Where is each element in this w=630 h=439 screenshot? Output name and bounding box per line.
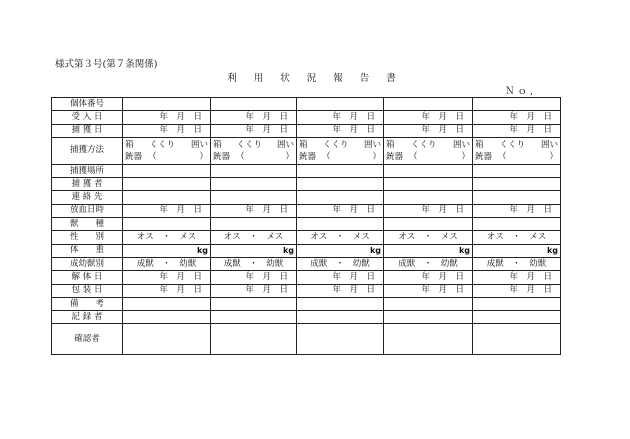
cell-capturer-3[interactable]	[297, 178, 384, 191]
cell-capture-date-2[interactable]: 年 月 日	[211, 124, 297, 137]
capture-method-options	[475, 139, 558, 151]
cell-remarks-4[interactable]	[384, 297, 473, 310]
cell-contact-1[interactable]	[123, 191, 211, 204]
cell-confirmer-3[interactable]	[297, 324, 384, 355]
cell-sex-4[interactable]: オス ・ メス	[384, 231, 473, 244]
cell-packaging-date-4[interactable]: 年 月 日	[384, 284, 473, 297]
cell-capturer-1[interactable]	[123, 178, 211, 191]
method-option-firearm: 銃器	[125, 151, 143, 162]
cell-sex-1[interactable]: オス ・ メス	[123, 231, 211, 244]
cell-received-date-2[interactable]: 年 月 日	[211, 111, 297, 124]
method-option-snare: くくり	[236, 139, 262, 150]
row-label-recorder: 記 録 者	[52, 311, 123, 324]
cell-capture-date-1[interactable]: 年 月 日	[123, 124, 211, 137]
cell-confirmer-5[interactable]	[473, 324, 561, 355]
method-option-enclosure: 囲い	[276, 139, 294, 150]
cell-dissection-date-5[interactable]: 年 月 日	[473, 271, 561, 284]
cell-capture-location-5[interactable]	[473, 164, 561, 177]
row-species	[52, 218, 561, 231]
capture-method-firearm	[299, 151, 381, 163]
row-label-contact: 連 絡 先	[52, 191, 123, 204]
cell-capture-location-1[interactable]	[123, 164, 211, 177]
cell-confirmer-4[interactable]	[384, 324, 473, 355]
cell-species-2[interactable]	[211, 218, 297, 231]
row-label-sex: 性 別	[52, 231, 123, 244]
cell-received-date-4[interactable]: 年 月 日	[384, 111, 473, 124]
row-individual-id	[52, 98, 561, 111]
cell-capture-method-2[interactable]	[211, 137, 297, 164]
cell-bleeding-time-1[interactable]: 年 月 日	[123, 204, 211, 217]
cell-individual-id-4[interactable]	[384, 98, 473, 111]
cell-species-3[interactable]	[297, 218, 384, 231]
cell-contact-3[interactable]	[297, 191, 384, 204]
firearm-paren-open: （	[148, 151, 157, 162]
row-bleeding-time	[52, 204, 561, 217]
capture-method-firearm	[213, 151, 294, 163]
method-option-box: 箱	[386, 139, 395, 150]
row-label-remarks: 備 考	[52, 297, 123, 310]
cell-species-4[interactable]	[384, 218, 473, 231]
cell-packaging-date-1[interactable]: 年 月 日	[123, 284, 211, 297]
method-option-enclosure: 囲い	[540, 139, 558, 150]
method-option-snare: くくり	[410, 139, 437, 150]
method-option-snare: くくり	[322, 139, 349, 150]
cell-age-class-2[interactable]: 成獣 ・ 幼獣	[211, 257, 297, 270]
capture-method-options	[386, 139, 470, 151]
cell-packaging-date-5[interactable]: 年 月 日	[473, 284, 561, 297]
cell-sex-3[interactable]: オス ・ メス	[297, 231, 384, 244]
firearm-paren-close: ）	[461, 151, 470, 162]
capture-method-options	[213, 139, 294, 151]
row-sex	[52, 231, 561, 244]
cell-recorder-4[interactable]	[384, 311, 473, 324]
cell-individual-id-1[interactable]	[123, 98, 211, 111]
cell-capture-method-4[interactable]	[384, 137, 473, 164]
method-option-box: 箱	[299, 139, 308, 150]
cell-recorder-2[interactable]	[211, 311, 297, 324]
cell-capture-date-5[interactable]: 年 月 日	[473, 124, 561, 137]
cell-contact-4[interactable]	[384, 191, 473, 204]
row-label-age-class: 成幼獣別	[52, 257, 123, 270]
method-option-snare: くくり	[499, 139, 525, 150]
method-option-enclosure: 囲い	[190, 139, 208, 150]
firearm-group	[386, 151, 418, 163]
firearm-paren-close: ）	[372, 151, 381, 162]
cell-capture-date-4[interactable]: 年 月 日	[384, 124, 473, 137]
firearm-paren-open: （	[409, 151, 418, 162]
cell-packaging-date-2[interactable]: 年 月 日	[211, 284, 297, 297]
cell-bleeding-time-4[interactable]: 年 月 日	[384, 204, 473, 217]
cell-recorder-1[interactable]	[123, 311, 211, 324]
cell-capture-location-4[interactable]	[384, 164, 473, 177]
row-received-date	[52, 111, 561, 124]
cell-capture-location-2[interactable]	[211, 164, 297, 177]
row-weight	[52, 244, 561, 257]
cell-weight-5[interactable]: kg	[473, 244, 561, 257]
cell-age-class-4[interactable]: 成獣 ・ 幼獣	[384, 257, 473, 270]
firearm-paren-close: ）	[199, 151, 208, 162]
cell-age-class-1[interactable]: 成獣 ・ 幼獣	[123, 257, 211, 270]
capture-method-firearm	[386, 151, 470, 163]
cell-sex-2[interactable]: オス ・ メス	[211, 231, 297, 244]
cell-bleeding-time-3[interactable]: 年 月 日	[297, 204, 384, 217]
cell-capture-location-3[interactable]	[297, 164, 384, 177]
cell-contact-5[interactable]	[473, 191, 561, 204]
method-option-snare: くくり	[149, 139, 175, 150]
row-label-capturer: 捕 獲 者	[52, 178, 123, 191]
firearm-paren-close: ）	[285, 151, 294, 162]
method-option-firearm: 銃器	[386, 151, 404, 162]
cell-weight-3[interactable]: kg	[297, 244, 384, 257]
cell-individual-id-5[interactable]	[473, 98, 561, 111]
cell-recorder-3[interactable]	[297, 311, 384, 324]
firearm-paren-open: （	[236, 151, 245, 162]
cell-individual-id-2[interactable]	[211, 98, 297, 111]
method-option-box: 箱	[213, 139, 222, 150]
form-number-label: 様式第３号(第７条関係)	[55, 59, 158, 70]
row-label-dissection-date: 解 体 日	[52, 271, 123, 284]
document-number-label: Ｎｏ,	[505, 86, 537, 97]
firearm-paren-open: （	[498, 151, 507, 162]
cell-species-5[interactable]	[473, 218, 561, 231]
capture-method-options	[299, 139, 381, 151]
cell-individual-id-3[interactable]	[297, 98, 384, 111]
row-label-capture-method: 捕獲方法	[52, 137, 123, 164]
cell-remarks-1[interactable]	[123, 297, 211, 310]
cell-received-date-1[interactable]: 年 月 日	[123, 111, 211, 124]
capture-method-firearm	[125, 151, 208, 163]
method-option-box: 箱	[475, 139, 484, 150]
firearm-group	[213, 151, 245, 163]
row-label-individual-id: 個体番号	[52, 98, 123, 111]
row-label-confirmer: 確認者	[52, 324, 123, 355]
cell-confirmer-1[interactable]	[123, 324, 211, 355]
row-capture-method	[52, 137, 561, 164]
method-option-enclosure: 囲い	[452, 139, 470, 150]
row-capturer	[52, 178, 561, 191]
firearm-group	[475, 151, 507, 163]
row-age-class	[52, 257, 561, 270]
cell-age-class-5[interactable]: 成獣 ・ 幼獣	[473, 257, 561, 270]
cell-confirmer-2[interactable]	[211, 324, 297, 355]
cell-received-date-5[interactable]: 年 月 日	[473, 111, 561, 124]
row-remarks	[52, 297, 561, 310]
firearm-paren-close: ）	[549, 151, 558, 162]
method-option-enclosure: 囲い	[363, 139, 381, 150]
row-label-species: 獣 種	[52, 218, 123, 231]
capture-method-firearm	[475, 151, 558, 163]
cell-weight-2[interactable]: kg	[211, 244, 297, 257]
firearm-group	[299, 151, 331, 163]
cell-capture-date-3[interactable]: 年 月 日	[297, 124, 384, 137]
cell-contact-2[interactable]	[211, 191, 297, 204]
cell-capturer-5[interactable]	[473, 178, 561, 191]
cell-remarks-5[interactable]	[473, 297, 561, 310]
document-title: 利 用 状 況 報 告 書	[227, 73, 403, 84]
cell-remarks-2[interactable]	[211, 297, 297, 310]
cell-weight-4[interactable]: kg	[384, 244, 473, 257]
method-option-firearm: 銃器	[213, 151, 231, 162]
usage-report-table	[51, 97, 561, 355]
firearm-paren-open: （	[322, 151, 331, 162]
cell-remarks-3[interactable]	[297, 297, 384, 310]
cell-capturer-2[interactable]	[211, 178, 297, 191]
method-option-firearm: 銃器	[299, 151, 317, 162]
row-label-capture-date: 捕 獲 日	[52, 124, 123, 137]
cell-bleeding-time-5[interactable]: 年 月 日	[473, 204, 561, 217]
row-confirmer	[52, 324, 561, 355]
cell-sex-5[interactable]: オス ・ メス	[473, 231, 561, 244]
cell-dissection-date-2[interactable]: 年 月 日	[211, 271, 297, 284]
capture-method-options	[125, 139, 208, 151]
cell-dissection-date-3[interactable]: 年 月 日	[297, 271, 384, 284]
cell-received-date-3[interactable]: 年 月 日	[297, 111, 384, 124]
firearm-group	[125, 151, 157, 163]
cell-packaging-date-3[interactable]: 年 月 日	[297, 284, 384, 297]
cell-dissection-date-1[interactable]: 年 月 日	[123, 271, 211, 284]
cell-age-class-3[interactable]: 成獣 ・ 幼獣	[297, 257, 384, 270]
row-capture-location	[52, 164, 561, 177]
cell-capture-method-1[interactable]	[123, 137, 211, 164]
cell-capture-method-5[interactable]	[473, 137, 561, 164]
method-option-box: 箱	[125, 139, 134, 150]
row-packaging-date	[52, 284, 561, 297]
row-label-bleeding-time: 放血日時	[52, 204, 123, 217]
row-label-received-date: 受 入 日	[52, 111, 123, 124]
cell-species-1[interactable]	[123, 218, 211, 231]
cell-capturer-4[interactable]	[384, 178, 473, 191]
row-dissection-date	[52, 271, 561, 284]
row-label-capture-location: 捕獲場所	[52, 164, 123, 177]
cell-weight-1[interactable]: kg	[123, 244, 211, 257]
cell-bleeding-time-2[interactable]: 年 月 日	[211, 204, 297, 217]
row-label-packaging-date: 包 装 日	[52, 284, 123, 297]
method-option-firearm: 銃器	[475, 151, 493, 162]
cell-dissection-date-4[interactable]: 年 月 日	[384, 271, 473, 284]
row-capture-date	[52, 124, 561, 137]
row-contact	[52, 191, 561, 204]
row-label-weight: 体 重	[52, 244, 123, 257]
row-recorder	[52, 311, 561, 324]
cell-capture-method-3[interactable]	[297, 137, 384, 164]
cell-recorder-5[interactable]	[473, 311, 561, 324]
